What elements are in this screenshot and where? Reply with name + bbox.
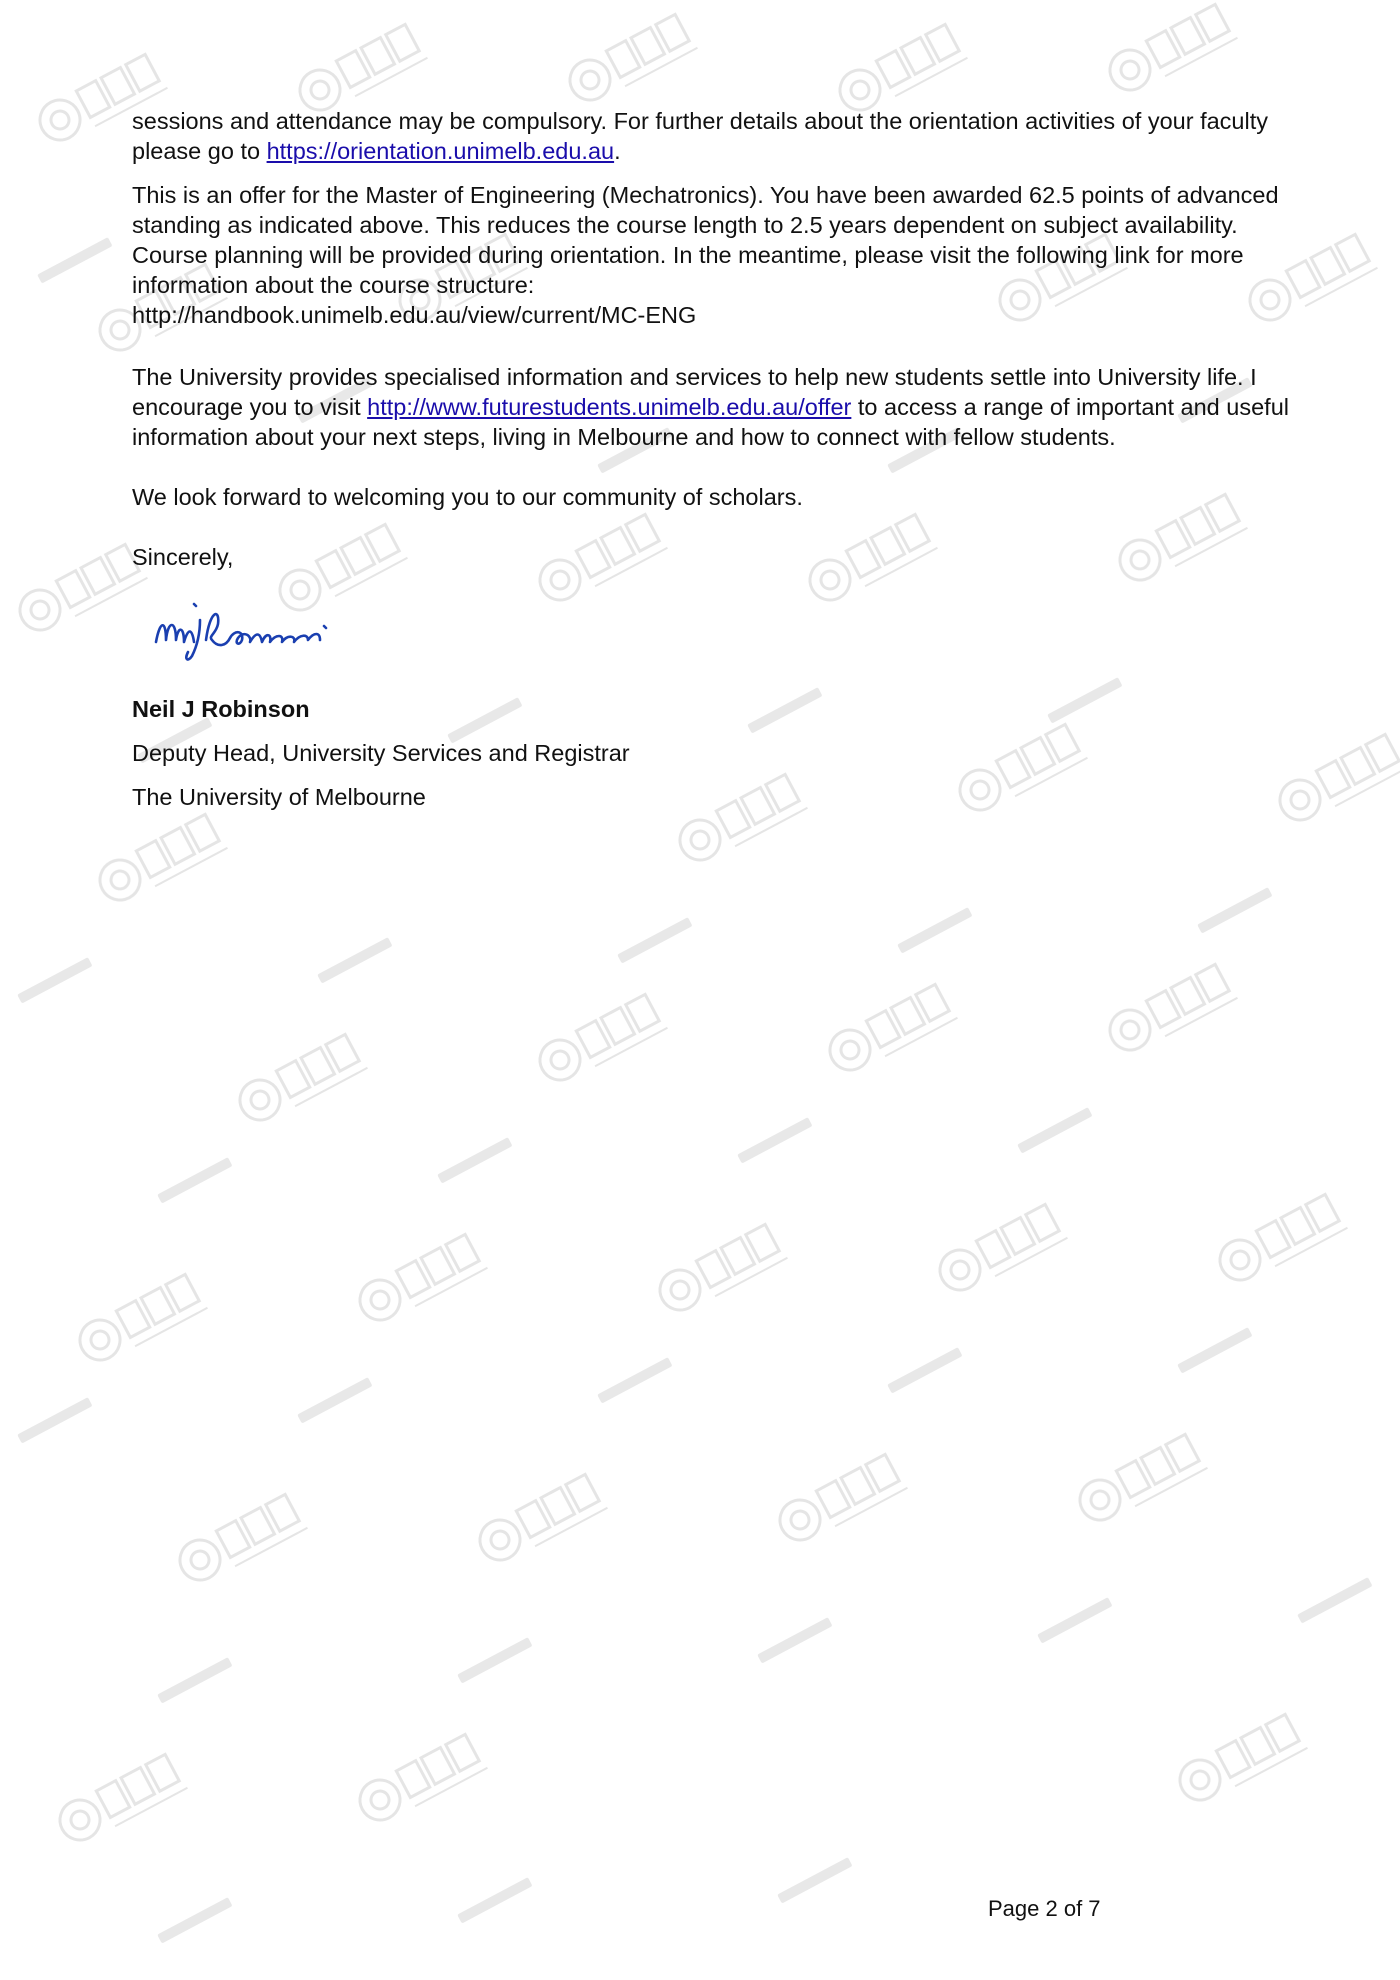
- closing: Sincerely,: [132, 544, 234, 570]
- offer-text: This is an offer for the Master of Engineering (Mechatronics). You have been awarded 62.5 points of advanced standing as indicated above. This reduces the course length to 2.5 years dependent on subject availability. Course planning will be provided during orientation. In the meantime, please visit the following link for more information about the course structure:: [132, 182, 1279, 298]
- page-number: Page 2 of 7: [988, 1896, 1101, 1921]
- orientation-link[interactable]: https://orientation.unimelb.edu.au: [266, 138, 615, 164]
- signature-image: [148, 590, 1312, 680]
- orientation-paragraph: [132, 106, 1312, 166]
- services-text-start: The University provides specialised information and services to help new students settle into University life. I encourage you to visit: [132, 364, 1257, 420]
- letter-body: [132, 106, 1312, 826]
- welcome-paragraph: We look forward to welcoming you to our community of scholars.: [132, 484, 803, 510]
- futurestudents-link[interactable]: http://www.futurestudents.unimelb.edu.au/offer: [367, 394, 852, 420]
- signatory-title: Deputy Head, University Services and Registrar: [132, 740, 630, 766]
- handbook-url: http://handbook.unimelb.edu.au/view/current/MC-ENG: [132, 302, 697, 328]
- offer-paragraph: [132, 180, 1312, 300]
- orientation-period: .: [614, 138, 621, 164]
- signatory-name: Neil J Robinson: [132, 696, 310, 722]
- signatory-organization: The University of Melbourne: [132, 784, 426, 810]
- services-text-end: to access a range of important and useful information about your next steps, living in Melbourne and how to connect with fellow students.: [132, 394, 1289, 450]
- orientation-text: sessions and attendance may be compulsory. For further details about the orientation activities of your faculty please go to: [132, 108, 1268, 164]
- services-paragraph: [132, 362, 1312, 452]
- handwritten-signature: [148, 590, 388, 670]
